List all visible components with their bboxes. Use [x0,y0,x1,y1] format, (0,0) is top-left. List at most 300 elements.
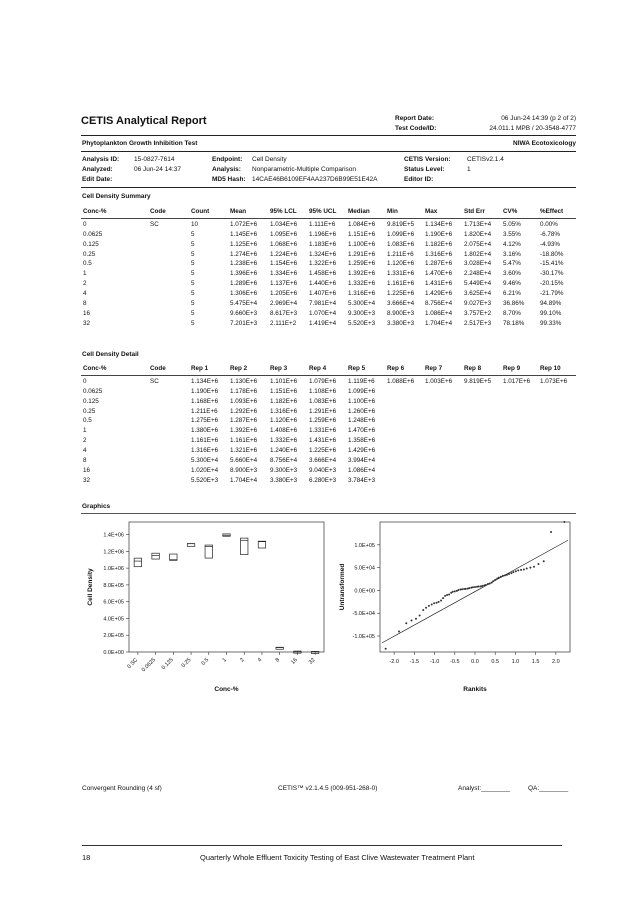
x-tick-label: -1.0 [429,659,440,665]
table-cell: 1.292E+6 [230,407,258,415]
summary-table [81,208,576,330]
scatter-point [550,531,552,533]
x-axis-label: Conc-% [214,686,239,693]
table-cell: 5.300E+4 [348,300,376,308]
detail-table [81,365,576,487]
table-cell: 94.89% [540,300,562,308]
summary-header-cell: %Effect [540,208,564,215]
table-cell: 0.5 [83,260,92,268]
table-row [81,457,576,467]
summary-header-cell: CV% [503,208,518,215]
y-tick-label: 1.0E+05 [354,542,375,549]
header-rule [81,135,576,136]
y-tick-label: 2.0E+05 [103,633,124,640]
table-cell: 3.994E+4 [348,457,376,465]
table-cell: 3.666E+4 [387,300,415,308]
table-cell: 1.274E+6 [230,250,258,258]
table-cell: SC [150,377,159,385]
table-cell: 1.154E+6 [270,260,298,268]
table-cell: 8.756E+4 [270,457,298,465]
test-rule [81,151,576,152]
table-cell: 1.100E+6 [348,240,376,248]
table-cell: 4 [83,447,87,455]
detail-header-cell: Conc-% [83,365,107,372]
table-cell: 5 [191,250,195,258]
scatter-point [543,560,545,562]
table-cell: 1.396E+6 [230,270,258,278]
table-cell: 5.520E+3 [191,476,219,484]
detail-header-cell: Code [150,365,166,372]
scatter-point [510,572,512,574]
summary-header-cell: Count [191,208,210,215]
page-number: 18 [82,853,91,862]
scatter-point [448,594,450,596]
graphics-rule [81,513,576,514]
table-cell: 4.12% [503,240,521,248]
scatter-point [452,591,454,593]
table-cell: 3.16% [503,250,521,258]
lab-name: NIWA Ecotoxicology [513,140,576,147]
scatter-point [563,521,565,523]
box [205,545,212,558]
table-cell: 1.079E+6 [309,377,337,385]
table-row [81,398,576,408]
table-cell: 8.900E+3 [387,309,415,317]
scatter-point [500,576,502,578]
table-cell: 9.46% [503,280,521,288]
table-cell: 1.190E+6 [425,230,453,238]
scatter-point [502,575,504,577]
scatter-point [465,588,467,590]
table-cell: 1.099E+6 [348,387,376,395]
table-cell: 9.660E+3 [230,309,258,317]
scatter-point [444,595,446,597]
box [258,541,265,548]
table-cell: -6.78% [540,230,560,238]
edit-date-label: Edit Date: [82,176,113,183]
table-cell: 1.407E+6 [309,290,337,298]
x-tick-label: -0.5 [450,659,460,665]
analysis-label: Analysis: [212,166,241,173]
table-cell: 1.704E+4 [425,319,453,327]
table-cell: 1.073E+6 [540,377,568,385]
scatter-point [529,567,531,569]
scatter-point [419,615,421,617]
scatter-point [472,586,474,588]
table-cell: 8.756E+4 [425,300,453,308]
plot-frame [129,522,324,652]
table-cell: 0.25 [83,407,96,415]
table-cell: 1.470E+6 [348,427,376,435]
test-code: 24.011.1 MPB / 20-3548-4777 [489,125,576,132]
scatter-point [512,571,514,573]
detail-title: Cell Density Detail [82,351,139,358]
table-cell: 1.332E+6 [270,437,298,445]
table-cell: 1.168E+6 [191,397,219,405]
table-cell: 1.084E+6 [348,220,376,228]
table-cell: 1.086E+4 [425,309,453,317]
table-cell: -15.41% [540,260,564,268]
y-tick-label: 6.0E+05 [103,599,124,606]
detail-header-cell: Rep 5 [348,365,366,372]
table-cell: 1.125E+6 [230,240,258,248]
table-row [81,310,576,320]
table-cell: 1.161E+6 [387,280,415,288]
table-cell: 1.248E+6 [348,417,376,425]
table-cell: 5.475E+4 [230,300,258,308]
table-cell: 0.125 [83,240,99,248]
table-cell: 5 [191,260,195,268]
scatter-point [405,622,407,624]
table-cell: 1.259E+6 [348,260,376,268]
report-date-label: Report Date: [395,115,435,122]
table-cell: 9.040E+3 [309,466,337,474]
scatter-point [537,563,539,565]
cetis-footer: CETIS™ v2.1.4.5 (009-951-268-0) [278,785,378,792]
table-cell: 5 [191,230,195,238]
scatter-point [481,585,483,587]
scatter-point [508,573,510,575]
endpoint-label: Endpoint: [212,156,243,163]
report-title: CETIS Analytical Report [81,115,207,127]
x-tick-label: 0 SC [126,657,140,671]
table-cell: 1.095E+6 [270,230,298,238]
status-level: 1 [467,166,471,173]
detail-header-row [81,365,576,375]
summary-header-row [81,208,576,218]
table-cell: 3.625E+4 [464,290,492,298]
table-cell: 1.183E+6 [309,240,337,248]
table-cell: 1.392E+6 [348,270,376,278]
table-cell: 1.224E+6 [270,250,298,258]
summary-header-cell: Max [425,208,438,215]
table-cell: 1 [83,270,87,278]
x-tick-label: 8 [274,657,282,664]
table-cell: 1.093E+6 [230,397,258,405]
table-cell: 78.18% [503,319,525,327]
table-cell: 3.380E+3 [387,319,415,327]
table-cell: 5.47% [503,260,521,268]
table-row [81,280,576,290]
analysis-method: Nonparametric-Multiple Comparison [252,166,357,173]
scatter-point [485,584,487,586]
table-cell: 7.201E+3 [230,319,258,327]
x-tick-label: -1.5 [409,659,420,665]
table-cell: 1.321E+6 [230,447,258,455]
graphics-title: Graphics [82,503,111,510]
table-cell: 6.280E+3 [309,476,337,484]
table-cell: -4.93% [540,240,560,248]
table-cell: 8.617E+3 [270,309,298,317]
table-cell: -30.17% [540,270,564,278]
table-cell: 1.137E+6 [270,280,298,288]
table-cell: 1.429E+6 [425,290,453,298]
detail-header-cell: Rep 1 [191,365,209,372]
table-cell: 1.431E+6 [309,437,337,445]
scatter-point [457,589,459,591]
summary-header-cell: Median [348,208,370,215]
table-cell: 1.190E+6 [191,387,219,395]
table-cell: 0.0625 [83,387,103,395]
cetis-version-label: CETIS Version: [404,156,451,163]
table-cell: 1.068E+6 [270,240,298,248]
table-cell: 1.161E+6 [191,437,219,445]
summary-header-cell: 95% UCL [309,208,337,215]
table-cell: 1.316E+6 [348,290,376,298]
table-cell: 1.088E+6 [387,377,415,385]
table-cell: 9.300E+3 [348,309,376,317]
table-row [81,231,576,241]
y-tick-label: 8.0E+05 [103,582,124,589]
table-row [81,388,576,398]
table-cell: 1.392E+6 [230,427,258,435]
table-cell: 1.120E+6 [270,417,298,425]
table-cell: 1.211E+6 [387,250,414,258]
table-cell: 5 [191,290,195,298]
table-cell: 1.020E+4 [191,466,219,474]
table-cell: 0.5 [83,417,92,425]
table-cell: 1.713E+4 [464,220,492,228]
table-cell: 1.120E+6 [387,260,415,268]
analysis-id-label: Analysis ID: [82,156,120,163]
test-name: Phytoplankton Growth Inhibition Test [82,140,198,147]
table-cell: 1.431E+6 [425,280,453,288]
box [152,553,159,559]
md5-label: MD5 Hash: [212,176,246,183]
table-cell: 1.275E+6 [191,417,219,425]
scatter-point [517,569,519,571]
analysis-rule [81,187,576,188]
table-row [81,290,576,300]
scatter-point [504,574,506,576]
table-cell: 1.211E+6 [191,407,218,415]
table-cell: 5.449E+4 [464,280,492,288]
table-row [81,300,576,310]
scatter-point [492,580,494,582]
table-cell: 1.108E+6 [309,387,337,395]
table-row [81,251,576,261]
summary-header-rule [81,218,576,219]
detail-header-cell: Rep 3 [270,365,288,372]
table-cell: 9.027E+3 [464,300,492,308]
scatter-point [446,594,448,596]
summary-header-cell: Mean [230,208,247,215]
table-cell: 0 [83,220,87,228]
table-cell: 5.300E+4 [191,457,219,465]
x-tick-label: 0.125 [160,657,175,672]
table-cell: 1.322E+6 [309,260,337,268]
scatter-point [533,566,535,568]
table-cell: 1.291E+6 [348,250,376,258]
table-cell: 1.161E+6 [230,437,258,445]
summary-title: Cell Density Summary [82,193,151,200]
editor-id-label: Editor ID: [404,176,434,183]
table-cell: 2.248E+4 [464,270,492,278]
table-cell: 1.820E+4 [464,230,492,238]
table-cell: 3.028E+4 [464,260,492,268]
table-cell: 1.070E+4 [309,309,337,317]
table-cell: 1.240E+6 [270,447,298,455]
table-cell: 1.316E+6 [270,407,298,415]
table-cell: 0.125 [83,397,99,405]
y-tick-label: 0.0E+00 [103,650,124,656]
table-row [81,417,576,427]
scatter-point [523,568,525,570]
analyst-field: Analyst:________ [458,785,511,792]
table-cell: 1.334E+6 [270,270,298,278]
scatter-point [515,570,517,572]
table-cell: 8.70% [503,309,521,317]
table-cell: 5 [191,280,195,288]
table-cell: 5 [191,300,195,308]
scatter-point [468,587,470,589]
y-tick-label: -1.0E+05 [352,634,375,641]
box [134,558,141,567]
table-cell: 1 [83,427,87,435]
table-cell: 0.00% [540,220,558,228]
x-tick-label: 16 [290,657,299,666]
scatter-point [422,609,424,611]
table-row [81,270,576,280]
table-cell: 1.099E+6 [387,230,415,238]
y-axis-label: Cell Density [87,568,94,606]
table-cell: 1.332E+6 [348,280,376,288]
table-cell: 1.331E+6 [309,427,337,435]
table-cell: 1.419E+4 [309,319,337,327]
x-tick-label: 1.0 [511,659,520,665]
scatter-point [436,602,438,604]
table-cell: 1.017E+6 [503,377,531,385]
table-cell: 16 [83,309,91,317]
scatter-point [411,620,413,622]
y-tick-label: 1.2E+06 [103,549,124,556]
table-cell: 2 [83,280,87,288]
table-cell: 1.802E+4 [464,250,492,258]
y-tick-label: 0.0E+00 [354,588,375,595]
table-row [81,477,576,487]
detail-header-cell: Rep 9 [503,365,521,372]
table-cell: 1.225E+6 [309,447,337,455]
table-row [81,320,576,330]
detail-header-cell: Rep 10 [540,365,561,372]
table-cell: 4 [83,290,87,298]
x-tick-label: 0.5 [200,657,211,667]
table-row [81,378,576,388]
table-cell: 1.134E+6 [425,220,453,228]
table-cell: 36.86% [503,300,525,308]
scatter-point [440,599,442,601]
scatter-point [506,574,508,576]
table-cell: 1.316E+6 [425,250,453,258]
table-cell: 5 [191,319,195,327]
table-cell: 10 [191,220,199,228]
table-cell: 1.260E+6 [348,407,376,415]
x-axis-label: Rankits [463,686,487,693]
table-row [81,241,576,251]
table-cell: 1.287E+6 [230,417,258,425]
scatter-point [491,582,493,584]
x-tick-label: 1 [221,657,228,664]
y-tick-label: 4.0E+05 [103,616,124,623]
qq-plot-chart [336,518,576,698]
table-cell: 1.440E+6 [309,280,337,288]
table-cell: 1.259E+6 [309,417,337,425]
table-cell: 1.196E+6 [309,230,337,238]
endpoint: Cell Density [252,156,287,163]
analyzed-date: 06 Jun-24 14:37 [134,166,181,173]
y-axis-label: Untransformed [339,563,346,611]
table-cell: 1.205E+6 [270,290,298,298]
qa-field: QA:________ [528,785,569,792]
table-cell: 9.819E+5 [387,220,415,228]
table-cell: 1.151E+6 [270,387,298,395]
table-cell: 1.287E+6 [425,260,453,268]
table-cell: 32 [83,476,91,484]
table-cell: 9.819E+5 [464,377,492,385]
box-plot-chart [82,518,330,698]
table-cell: 3.55% [503,230,521,238]
table-row [81,437,576,447]
table-cell: 16 [83,466,91,474]
table-cell: 1.324E+6 [309,250,337,258]
table-cell: 1.178E+6 [230,387,258,395]
table-cell: 1.380E+6 [191,427,219,435]
table-cell: 1.145E+6 [230,230,258,238]
table-cell: 1.083E+6 [309,397,337,405]
y-tick-label: -5.0E+04 [352,611,375,618]
scatter-point [428,605,430,607]
x-tick-label: -2.0 [389,659,399,665]
cetis-version: CETISv2.1.4 [467,156,504,163]
x-tick-label: 4 [256,657,264,664]
table-cell: -21.79% [540,290,564,298]
test-code-label: Test Code/ID: [395,125,437,132]
summary-header-cell: Std Err [464,208,485,215]
table-cell: 3.666E+4 [309,457,337,465]
table-cell: 1.225E+6 [387,290,415,298]
reference-line [382,540,568,643]
table-cell: 1.111E+6 [309,220,336,228]
summary-header-cell: 95% LCL [270,208,297,215]
table-cell: 0.0625 [83,230,103,238]
summary-header-cell: Conc-% [83,208,107,215]
scatter-point [494,579,496,581]
table-row [81,221,576,231]
table-cell: 3.757E+2 [464,309,492,317]
report-date: 06 Jun-24 14:39 (p 2 of 2) [501,115,576,122]
table-cell: 1.316E+6 [191,447,219,455]
x-tick-label: 2.0 [552,659,560,665]
table-row [81,467,576,477]
table-cell: 1.238E+6 [230,260,258,268]
table-cell: 1.306E+6 [230,290,258,298]
table-row [81,260,576,270]
detail-header-cell: Rep 2 [230,365,248,372]
table-cell: 1.291E+6 [309,407,337,415]
table-cell: 1.130E+6 [230,377,258,385]
md5-hash: 14CAE46B6109EF4AA237D6B99E51E42A [252,176,378,183]
table-cell: 1.704E+4 [230,476,258,484]
table-cell: -18.80% [540,250,564,258]
table-cell: 6.21% [503,290,521,298]
table-cell: 7.981E+4 [309,300,337,308]
table-cell: 1.182E+6 [425,240,453,248]
table-cell: SC [150,220,159,228]
detail-header-cell: Rep 6 [387,365,405,372]
table-cell: 5.05% [503,220,521,228]
scatter-point [398,630,400,632]
table-cell: 2.111E+2 [270,319,297,327]
